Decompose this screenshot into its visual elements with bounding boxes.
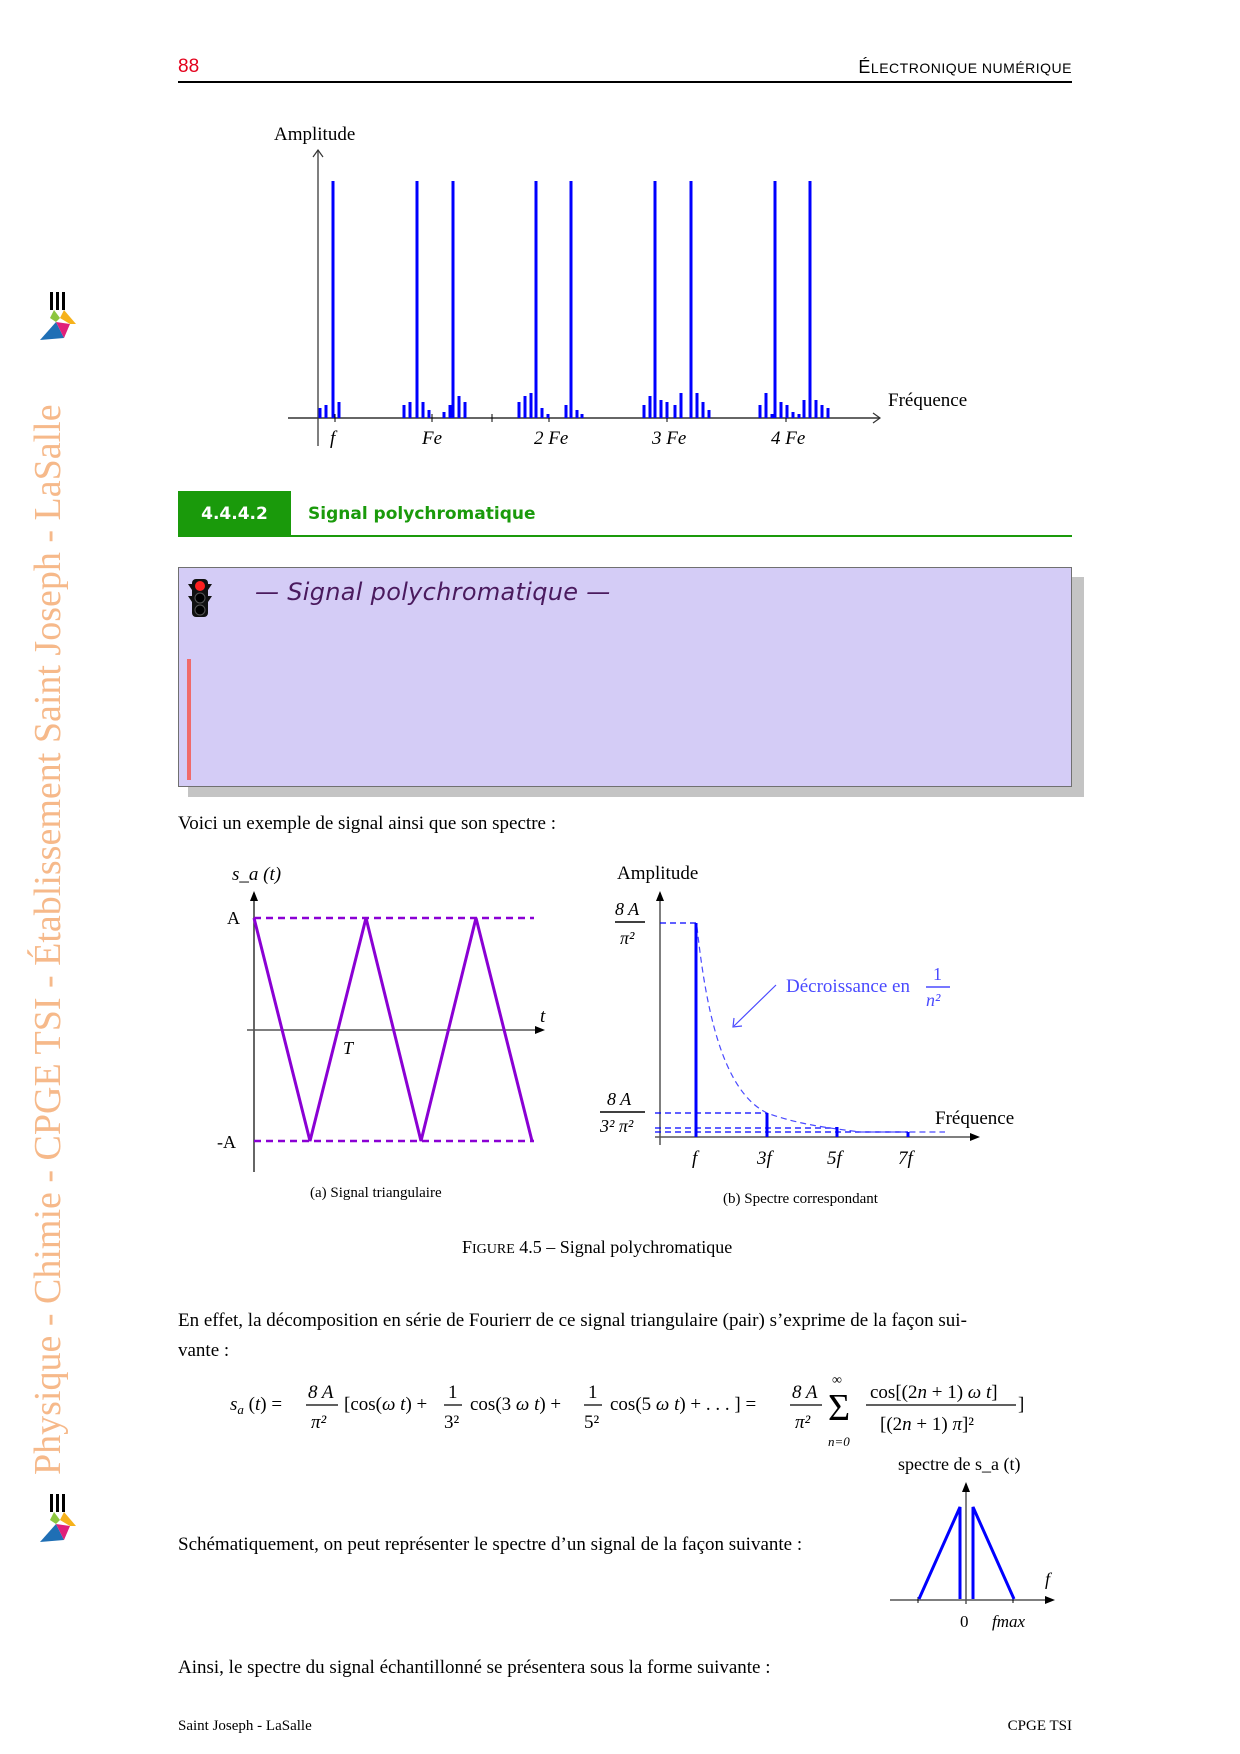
chapter-title-rest: LECTRONIQUE NUMÉRIQUE [870, 60, 1072, 76]
svg-text:8 A: 8 A [607, 1089, 632, 1109]
svg-text:[(2n + 1) π]²: [(2n + 1) π]² [880, 1414, 975, 1435]
page-number: 88 [178, 56, 200, 77]
tick-3f: 3f [757, 1148, 772, 1169]
figure-label-initial: F [462, 1237, 473, 1257]
chapter-title [858, 57, 1072, 78]
definition-box-marker [187, 659, 191, 780]
x-axis-label: Fréquence [888, 390, 968, 411]
chapter-title-initial: É [858, 57, 871, 77]
svg-text:cos(5 ω t) + . . . ] =: cos(5 ω t) + . . . ] = [610, 1394, 757, 1415]
svg-text:8 A: 8 A [792, 1382, 818, 1403]
tick-fmax: fmax [992, 1612, 1026, 1631]
tick-f: f [330, 428, 336, 449]
figure-caption [462, 1237, 732, 1258]
fourier-paragraph-line-2: vante : [178, 1340, 230, 1361]
fourier-paragraph-line-1: En effet, la décomposition en série de Fourierr de ce signal triangulaire (pair) s’exprime de la façon sui- [178, 1310, 967, 1331]
footer-left: Saint Joseph - LaSalle [178, 1718, 312, 1734]
figure-label-rest: IGURE [472, 1242, 515, 1257]
svg-text:π²: π² [311, 1412, 327, 1433]
section-header [178, 491, 1072, 537]
tick-zero: 0 [960, 1612, 969, 1631]
y-axis-label: s_a (t) [232, 864, 282, 885]
svg-text:sa (t) =: $s_a$ (t) = [230, 1394, 283, 1417]
schematic-title: spectre de s_a (t) [898, 1454, 1021, 1474]
svg-text:Décroissance en: Décroissance en [786, 976, 910, 997]
x-axis-label: f [1045, 1569, 1051, 1589]
svg-text:]: ] [1018, 1394, 1025, 1415]
x-axis-label: Fréquence [935, 1108, 1015, 1129]
level-low-label: -A [217, 1132, 236, 1152]
figure-a-caption: (a) Signal triangulaire [310, 1185, 442, 1201]
svg-text:1: 1 [933, 964, 942, 984]
svg-text:3² π²: 3² π² [600, 1116, 634, 1136]
period-label: T [343, 1038, 354, 1058]
tick-3fe: 3 Fe [652, 428, 687, 449]
tick-4fe: 4 Fe [771, 428, 806, 449]
svg-text:n²: n² [926, 990, 941, 1010]
definition-box [178, 567, 1072, 787]
tick-7f: 7f [898, 1148, 913, 1169]
sidebar-watermark: Physique - Chimie - CPGE TSI - Établissement Saint Joseph - LaSalle [27, 404, 69, 1476]
tick-5f: 5f [827, 1148, 842, 1169]
tick-f: f [692, 1148, 698, 1169]
svg-text:[cos(ω t) +: [cos(ω t) + [344, 1394, 428, 1415]
svg-text:∞: ∞ [832, 1373, 842, 1388]
school-logo-icon [30, 288, 86, 348]
header-rule [178, 81, 1072, 83]
triangle-signal-figure [200, 850, 580, 1230]
svg-text:π²: π² [620, 928, 635, 948]
sampled-spectrum-figure [260, 110, 1000, 460]
level-high-label: A [227, 908, 240, 928]
figure-caption-text: – Signal polychromatique [546, 1237, 733, 1257]
intro-paragraph: Voici un exemple de signal ainsi que son spectre : [178, 813, 556, 834]
fourier-paragraph [178, 1306, 1072, 1366]
y-axis-label: Amplitude [274, 124, 356, 145]
svg-text:8 A: 8 A [615, 899, 640, 919]
signal-spectrum-schematic [880, 1450, 1060, 1640]
triangle-spectrum-figure [590, 850, 1040, 1230]
section-rule [291, 535, 1072, 537]
svg-text:cos(3 ω t) +: cos(3 ω t) + [470, 1394, 562, 1415]
fourier-equation [230, 1370, 1030, 1460]
svg-text:5²: 5² [584, 1412, 600, 1433]
svg-text:π²: π² [795, 1412, 811, 1433]
definition-box-title: — Signal polychromatique — [255, 578, 611, 606]
tick-fe: Fe [422, 428, 443, 449]
svg-text:8 A: 8 A [308, 1382, 334, 1403]
svg-text:1: 1 [448, 1382, 458, 1403]
figure-b-caption: (b) Spectre correspondant [723, 1191, 878, 1207]
svg-text:1: 1 [588, 1382, 598, 1403]
svg-text:3²: 3² [444, 1412, 460, 1433]
sampled-paragraph: Ainsi, le spectre du signal échantillonné se présentera sous la forme suivante : [178, 1657, 771, 1678]
svg-text:cos[(2n + 1) ω t]: cos[(2n + 1) ω t] [870, 1382, 998, 1403]
y-axis-label: Amplitude [617, 863, 699, 884]
footer-right: CPGE TSI [1007, 1718, 1072, 1734]
svg-text:n=0: n=0 [828, 1434, 850, 1449]
svg-text:Σ: Σ [828, 1387, 851, 1429]
school-logo-icon [30, 1490, 86, 1550]
section-title: Signal polychromatique [308, 504, 536, 524]
figure-number: 4.5 [519, 1237, 542, 1257]
traffic-light-icon [187, 578, 213, 623]
x-axis-label: t [540, 1006, 546, 1027]
tick-2fe: 2 Fe [534, 428, 569, 449]
section-number: 4.4.4.2 [178, 491, 291, 537]
schematic-paragraph: Schématiquement, on peut représenter le spectre d’un signal de la façon suivante : [178, 1534, 803, 1555]
